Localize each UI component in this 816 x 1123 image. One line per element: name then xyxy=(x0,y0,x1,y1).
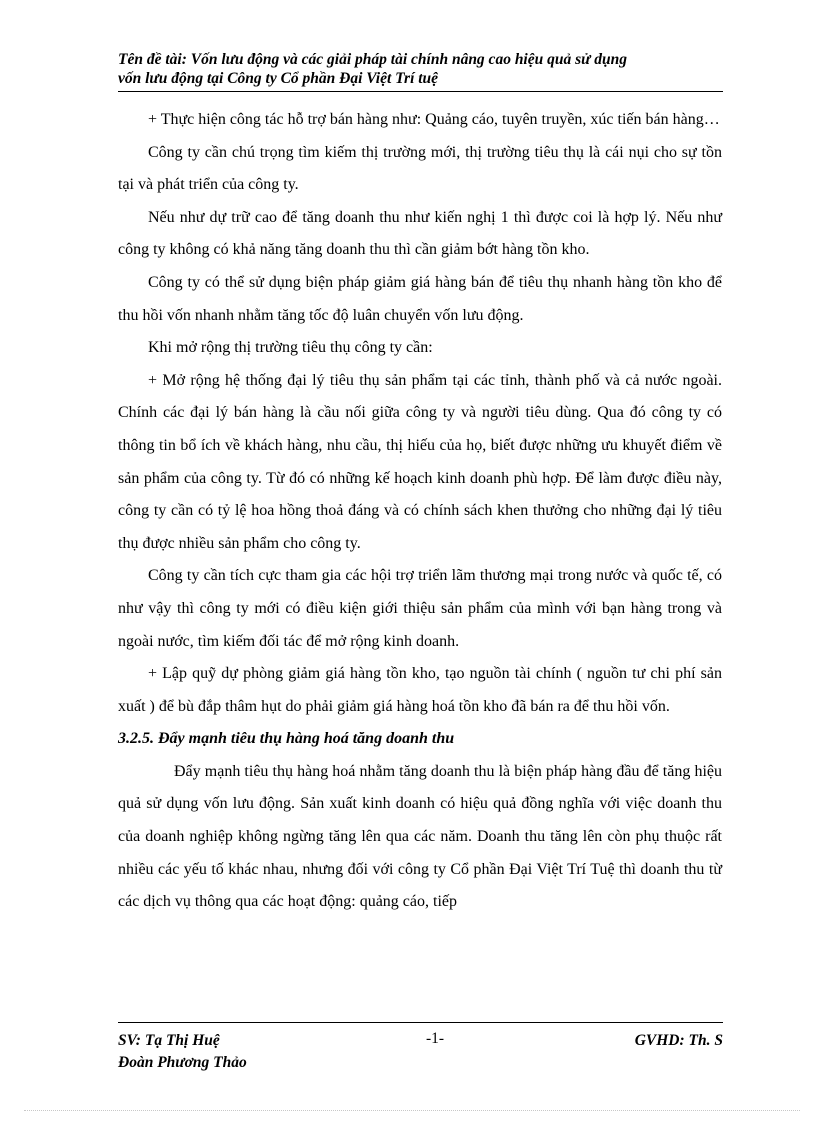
page-edge-divider xyxy=(24,1110,800,1111)
paragraph: Công ty cần tích cực tham gia các hội trợ triển lãm thương mại trong nước và quốc tế, có như vậy thì công ty mới có điều kiện giới thiệu sản phẩm của mình với bạn hàng trong và ngoài nước, tìm kiếm đối tác để mở rộng kinh doanh. xyxy=(118,567,722,650)
page-number: -1- xyxy=(426,1030,445,1047)
advisor-label: GVHD: Th. S xyxy=(634,1032,723,1049)
paragraph: + Mở rộng hệ thống đại lý tiêu thụ sản phẩm tại các tỉnh, thành phố và cả nước ngoài. Chính các đại lý bán hàng là cầu nối giữa công ty và người tiêu dùng. Qua đó công ty có thông tin bổ ích về khách hàng, nhu cầu, thị hiếu của họ, biết được những ưu khuyết điểm về sản phẩm của công ty. Từ đó có những kế hoạch kinh doanh phù hợp. Để làm được điều này, công ty cần có tỷ lệ hoa hồng thoả đáng và có chính sách khen thưởng cho những đại lý tiêu thụ được nhiều sản phẩm cho công ty. xyxy=(118,371,722,552)
paragraph: Đẩy mạnh tiêu thụ hàng hoá nhằm tăng doanh thu là biện pháp hàng đầu để tăng hiệu quả sử dụng vốn lưu động. Sản xuất kinh doanh có hiệu quả đồng nghĩa với việc doanh thu của doanh nghiệp không ngừng tăng lên qua các năm. Doanh thu tăng lên còn phụ thuộc rất nhiều các yếu tố khác nhau, nhưng đối với công ty Cổ phần Đại Việt Trí Tuệ thì doanh thu từ các dịch vụ thông qua các hoạt động: quảng cáo, tiếp xyxy=(118,762,722,911)
student-name-1: SV: Tạ Thị Huệ xyxy=(118,1032,220,1049)
paragraph: Khi mở rộng thị trường tiêu thụ công ty cần: xyxy=(148,339,433,357)
paragraph: Công ty cần chú trọng tìm kiếm thị trường mới, thị trường tiêu thụ là cái nụi cho sự tồn tại và phát triển của công ty. xyxy=(118,143,722,194)
paragraph: + Lập quỹ dự phòng giảm giá hàng tồn kho, tạo nguồn tài chính ( nguồn tư chi phí sản xuất ) để bù đắp thâm hụt do phải giảm giá hàng hoá tồn kho đã bán ra để thu hồi vốn. xyxy=(118,665,722,715)
footer-divider xyxy=(118,1022,723,1023)
paragraph: + Thực hiện công tác hỗ trợ bán hàng như: Quảng cáo, tuyên truyền, xúc tiến bán hàng… xyxy=(148,111,720,128)
paragraph: Nếu như dự trữ cao để tăng doanh thu như kiến nghị 1 thì được coi là hợp lý. Nếu như công ty không có khả năng tăng doanh thu thì cần giảm bớt hàng tồn kho. xyxy=(118,208,722,259)
section-heading: 3.2.5. Đẩy mạnh tiêu thụ hàng hoá tăng doanh thu xyxy=(118,730,455,748)
student-name-2: Đoàn Phương Thảo xyxy=(118,1054,247,1071)
header-title-line-1: Tên đề tài: Vốn lưu động và các giải pháp tài chính nâng cao hiệu quả sử dụng xyxy=(118,51,628,68)
student-names xyxy=(118,1030,247,1074)
page-body xyxy=(118,104,722,919)
page-header xyxy=(118,50,723,92)
page-footer xyxy=(118,1030,723,1074)
paragraph: Công ty có thể sử dụng biện pháp giảm giá hàng bán để tiêu thụ nhanh hàng tồn kho để thu hồi vốn nhanh nhằm tăng tốc độ luân chuyển vốn lưu động. xyxy=(118,273,722,324)
header-title-line-2: vốn lưu động tại Công ty Cổ phần Đại Việt Trí tuệ xyxy=(118,70,439,87)
